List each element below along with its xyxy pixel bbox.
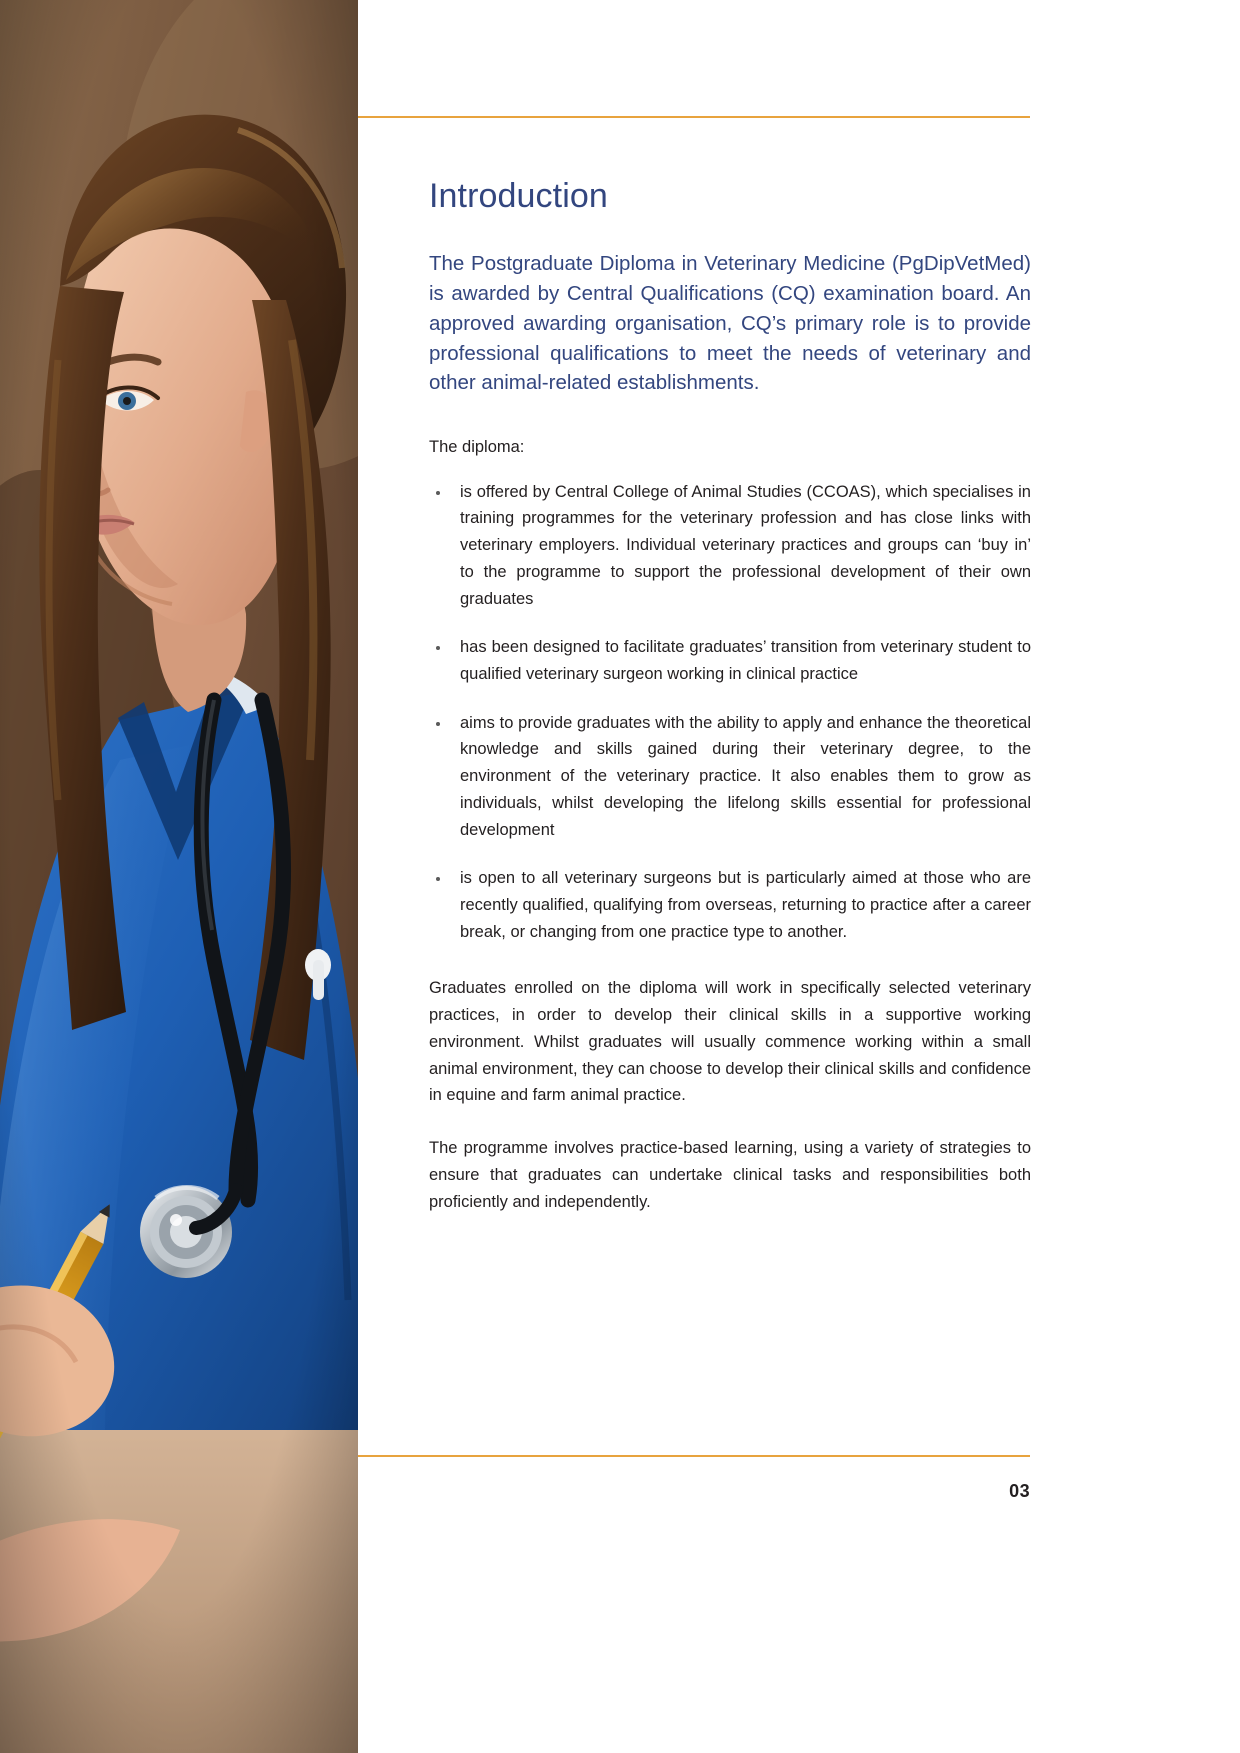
- list-item-text: is offered by Central College of Animal Studies (CCOAS), which specialises in training programmes for the veterinary profession and has close links with veterinary employers. Individual veterinary practices and groups can ‘buy in’ to the programme to support the professional development of their own graduates: [460, 482, 1031, 608]
- list-intro-text: The diploma:: [429, 437, 525, 456]
- paragraph: The programme involves practice-based learning, using a variety of strategies to ensure that graduates can undertake clinical tasks and responsibilities both proficiently and independently.: [429, 1139, 1031, 1211]
- article-body: [429, 178, 1031, 1215]
- list-item: [429, 710, 1031, 844]
- list-item: [429, 479, 1031, 613]
- diploma-feature-list: [429, 479, 1031, 946]
- bullet-icon: [436, 877, 440, 881]
- footer-rule: [358, 1455, 1030, 1457]
- list-item-text: is open to all veterinary surgeons but is particularly aimed at those who are recently qualified, qualifying from overseas, returning to practice after a career break, or changing from one practice type to another.: [460, 869, 1031, 941]
- page-number: 03: [1009, 1481, 1030, 1501]
- closing-paragraphs: [429, 975, 1031, 1215]
- bullet-icon: [436, 722, 440, 726]
- list-item: [429, 865, 1031, 945]
- page-content-area: [358, 0, 1240, 1753]
- page-title: Introduction: [429, 177, 608, 215]
- header-rule: [358, 116, 1030, 118]
- bullet-icon: [436, 491, 440, 495]
- introduction-lede: The Postgraduate Diploma in Veterinary Medicine (PgDipVetMed) is awarded by Central Qualifications (CQ) examination board. An approved awarding organisation, CQ’s primary role is to provide professional qualifications to meet the needs of veterinary and other animal-related establishments.: [429, 252, 1031, 395]
- list-item: [429, 634, 1031, 687]
- list-item-text: has been designed to facilitate graduates’ transition from veterinary student to qualified veterinary surgeon working in clinical practice: [460, 638, 1031, 684]
- bullet-icon: [436, 646, 440, 650]
- paragraph: Graduates enrolled on the diploma will work in specifically selected veterinary practices, in order to develop their clinical skills in a supportive working environment. Whilst graduates will usually commence working within a small animal environment, they can choose to develop their clinical skills and confidence in equine and farm animal practice.: [429, 979, 1031, 1105]
- list-item-text: aims to provide graduates with the ability to apply and enhance the theoretical knowledge and skills gained during their veterinary degree, to the environment of the veterinary practice. It also enables them to grow as individuals, whilst developing the lifelong skills essential for professional development: [460, 713, 1031, 839]
- cover-photo: [0, 0, 358, 1753]
